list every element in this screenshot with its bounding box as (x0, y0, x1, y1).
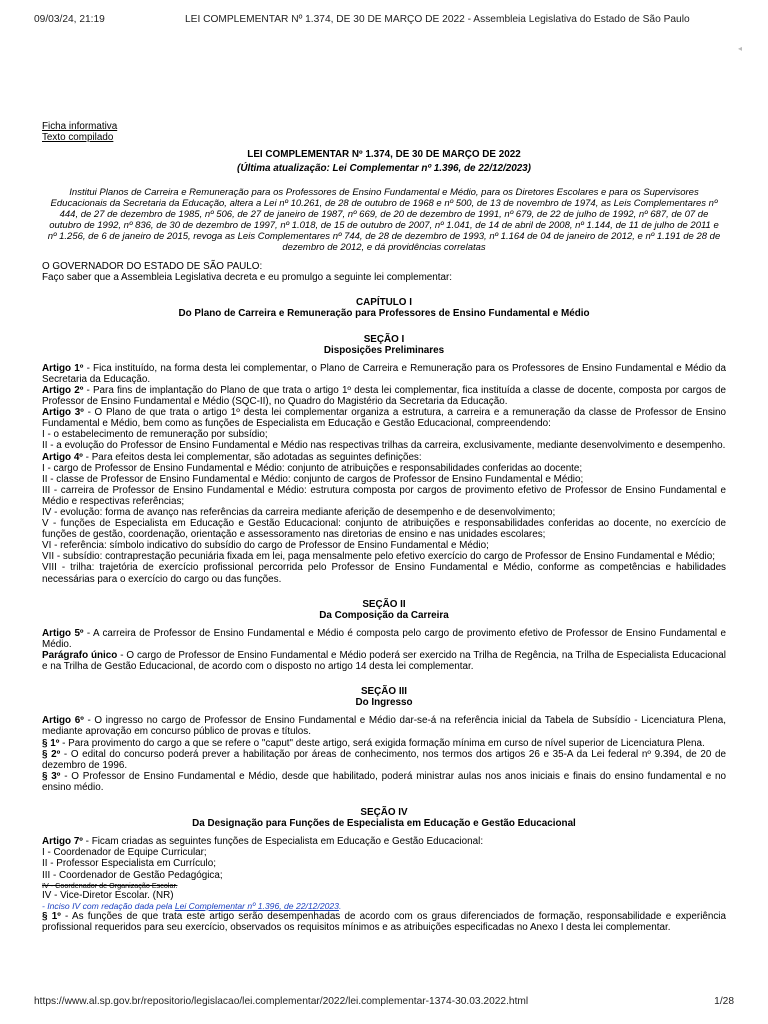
section-3-label: SEÇÃO III (360, 686, 408, 698)
section-4-name: Da Designação para Funções de Especialista em Educação e Gestão Educacional (192, 818, 576, 830)
paragraph-text: - O edital do concurso poderá prever a habilitação por áreas de conhecimento, nos termos dos artigos 26 e 35-A da Lei federal nº 9.394, de 20 de dezembro de 1996. (42, 748, 726, 771)
article-4-item: II - classe de Professor de Ensino Fundamental e Médio: conjunto de cargos de Professor de Ensino Fundamental e Médio; (42, 473, 584, 485)
article-5 (42, 628, 726, 650)
article-6-paragraph-1 (42, 738, 726, 749)
paragraph-label: § 1º (42, 910, 61, 922)
document-content (42, 121, 726, 933)
section-1-body (42, 363, 726, 585)
paragrafo-unico-text: - O cargo de Professor de Ensino Fundamental e Médio poderá ser exercido na Trilha de Regência, na Trilha de Especialista Educacional e na Trilha de Gestão Educacional, de acordo com o disposto no artigo 14 desta lei complementar. (42, 650, 726, 673)
paragraph-label: § 2º (42, 748, 61, 760)
intro (42, 261, 726, 283)
section-1-name: Disposições Preliminares (323, 344, 445, 356)
ficha-informativa-link[interactable]: Ficha informativa (42, 121, 118, 132)
chapter-name: Do Plano de Carreira e Remuneração para Professores de Ensino Fundamental e Médio (178, 308, 590, 320)
article-2-text: - Para fins de implantação do Plano de que trata o artigo 1º desta lei complementar, fica instituída a classe de docente, composta por cargos de Professor de Ensino Fundamental e Médio (SQC-II), no Quadro do Magistério da Secretaria da Educação. (42, 384, 726, 408)
article-6-text: - O ingresso no cargo de Professor de Ensino Fundamental e Médio dar-se-á na referência inicial da Tabela de Subsídio - Licenciatura Plena, mediante aprovação em concurso público de provas e títulos. (42, 715, 726, 738)
article-3-item: II - a evolução do Professor de Ensino Fundamental e Médio nas respectivas trilhas da carreira, exclusivamente, mediante desenvolvimento e desempenho. (42, 440, 726, 452)
article-5-text: - A carreira de Professor de Ensino Fundamental e Médio é composta pelo cargo de provimento efetivo de Professor de Ensino Fundamental e Médio. (42, 627, 726, 650)
print-timestamp: 09/03/24, 21:19 (34, 14, 105, 25)
chapter-label: CAPÍTULO I (356, 297, 412, 309)
section-2-label: SEÇÃO II (362, 598, 406, 610)
intro-promulgation: Faço saber que a Assembleia Legislativa decreta e eu promulgo a seguinte lei complementar: (42, 272, 453, 284)
law-ementa: Institui Planos de Carreira e Remuneração para os Professores de Ensino Fundamental e Médio, para os Diretores Escolares e para os Supervisores Educacionais da Secretaria da Educação, altera a Lei nº 10.261, de 28 de outubro de 1968 e nº 500, de 13 de novembro de 1974, as Leis Complementares nº 444, de 27 de dezembro de 1985, nº 506, de 27 de janeiro de 1987, nº 669, de 20 de dezembro de 1991, nº 679, de 22 de julho de 1992, nº 687, de 07 de outubro de 1992, nº 836, de 30 de dezembro de 1997, nº 1.018, de 15 de outubro de 2007, nº 1.041, de 14 de abril de 2008, nº 1.144, de 11 de julho de 2011 e nº 1.256, de 6 de janeiro de 2015, revoga as Leis Complementares nº 744, de 28 de dezembro de 1993, nº 1.164 de 04 de janeiro de 2012, e nº 1.191 de 28 de dezembro de 2012, e dá providências correlatas (47, 187, 721, 254)
amendment-note-prefix: - Inciso IV com redação dada pela (42, 900, 175, 911)
paragrafo-unico (42, 650, 726, 672)
amendment-note (42, 901, 726, 911)
section-2-name: Da Composição da Carreira (319, 609, 449, 621)
article-7-text: - Ficam criadas as seguintes funções de Especialista em Educação e Gestão Educacional: (82, 836, 484, 848)
section-4-body (42, 836, 726, 933)
document-links (42, 121, 726, 143)
article-4-item: VI - referência: símbolo indicativo do subsídio do cargo de Professor de Ensino Fundamental e Médio; (42, 540, 489, 552)
scroll-marker: ◂ (737, 44, 742, 53)
article-4-item: V - funções de Especialista em Educação e Gestão Educacional: conjunto de atribuições e responsabilidades conferidas ao docente, no exercício de funções de gestão, coordenação, orientação e assessoramento nas diretorias de ensino e nas unidades escolares; (42, 518, 726, 541)
article-1-label: Artigo 1º (42, 362, 84, 374)
article-4-item: IV - evolução: forma de avanço nas referências da carreira mediante aferição de desempenho e de desenvolvimento; (42, 506, 556, 518)
article-7-item: I - Coordenador de Equipe Curricular; (42, 847, 207, 859)
article-5-label: Artigo 5º (42, 627, 84, 639)
intro-governor: O GOVERNADOR DO ESTADO DE SÃO PAULO: (42, 261, 263, 273)
article-7-paragraph-1 (42, 911, 726, 933)
article-2-label: Artigo 2º (42, 384, 84, 396)
paragraph-text: - O Professor de Ensino Fundamental e Médio, desde que habilitado, poderá ministrar aulas nos anos iniciais e finais do ensino fundamental e no ensino médio. (42, 770, 726, 793)
article-1-text: - Fica instituído, na forma desta lei complementar, o Plano de Carreira e Remuneração para os Professores de Ensino Fundamental e Médio da Secretaria da Educação. (42, 362, 726, 385)
law-update: (Última atualização: Lei Complementar nº 1.396, de 22/12/2023) (237, 163, 531, 175)
article-7-item: IV - Vice-Diretor Escolar. (NR) (42, 889, 174, 901)
article-4-text: - Para efeitos desta lei complementar, são adotadas as seguintes definições: (82, 451, 422, 463)
section-1-label: SEÇÃO I (363, 333, 405, 345)
article-4-item: VIII - trilha: trajetória de exercício profissional percorrida pelo Professor de Ensino Fundamental e Médio, conforme as competências e habilidades necessárias para o exercício do cargo ou das funções. (42, 562, 726, 585)
article-6-label: Artigo 6º (42, 715, 84, 727)
section-3-name: Do Ingresso (355, 697, 413, 709)
article-2 (42, 385, 726, 407)
article-7-item: III - Coordenador de Gestão Pedagógica; (42, 869, 223, 881)
article-6 (42, 715, 726, 737)
texto-compilado-link[interactable]: Texto compilado (42, 132, 114, 143)
paragraph-label: § 3º (42, 770, 61, 782)
paragraph-text: - Para provimento do cargo a que se refere o "caput" deste artigo, será exigida formação mínima em curso de nível superior de Licenciatura Plena. (59, 737, 705, 749)
section-2-body (42, 628, 726, 672)
section-4-label: SEÇÃO IV (360, 807, 408, 819)
article-7-item-revoked: IV - Coordenador de Organização Escolar. (42, 880, 178, 890)
article-7-item: II - Professor Especialista em Currículo; (42, 858, 216, 870)
article-4-item: VII - subsídio: contraprestação pecuniária fixada em lei, paga mensalmente pelo efetivo exercício do cargo de Professor de Ensino Fundamental e Médio; (42, 551, 715, 563)
law-title: LEI COMPLEMENTAR Nº 1.374, DE 30 DE MARÇO DE 2022 (247, 149, 521, 160)
paragraph-label: § 1º (42, 737, 60, 749)
amendment-note-suffix: . (338, 900, 342, 911)
article-3-item: I - o estabelecimento de remuneração por subsídio; (42, 429, 268, 441)
print-url: https://www.al.sp.gov.br/repositorio/legislacao/lei.complementar/2022/lei.complementar-1374-30.03.2022.html (34, 996, 529, 1007)
section-3-body (42, 715, 726, 793)
article-4 (42, 452, 726, 463)
paragrafo-unico-label: Parágrafo único (42, 650, 118, 661)
article-6-paragraph-2 (42, 749, 726, 771)
article-4-label: Artigo 4º (42, 451, 83, 463)
article-1 (42, 363, 726, 385)
article-7-label: Artigo 7º (42, 836, 83, 848)
article-3 (42, 407, 726, 429)
paragraph-text: - As funções de que trata este artigo serão desempenhadas de acordo com os graus diferenciados de formação, responsabilidade e experiência profissional requeridos para seu exercício, observados os requisitos mínimos e as atribuições especificadas no Anexo I desta lei complementar. (42, 910, 726, 933)
amendment-law-link[interactable]: Lei Complementar nº 1.396, de 22/12/2023 (174, 900, 339, 911)
article-4-item: III - carreira de Professor de Ensino Fundamental e Médio: estrutura composta por cargos de provimento efetivo de Professor de Ensino Fundamental e Médio e respectivas referências; (42, 484, 726, 507)
article-3-label: Artigo 3º (42, 407, 84, 419)
print-title: LEI COMPLEMENTAR Nº 1.374, DE 30 DE MARÇO DE 2022 - Assembleia Legislativa do Estado de São Paulo (185, 14, 690, 25)
article-4-item: I - cargo de Professor de Ensino Fundamental e Médio: conjunto de atribuições e responsabilidades conferidas ao docente; (42, 462, 583, 474)
article-7 (42, 836, 726, 847)
page-number: 1/28 (714, 996, 734, 1007)
article-3-text: - O Plano de que trata o artigo 1º desta lei complementar organiza a estrutura, a carreira e a remuneração da classe de Professor de Ensino Fundamental e Médio, bem como as funções de Especialista em Educação e Gestão Educacional, compreendendo: (42, 407, 726, 430)
article-6-paragraph-3 (42, 771, 726, 793)
